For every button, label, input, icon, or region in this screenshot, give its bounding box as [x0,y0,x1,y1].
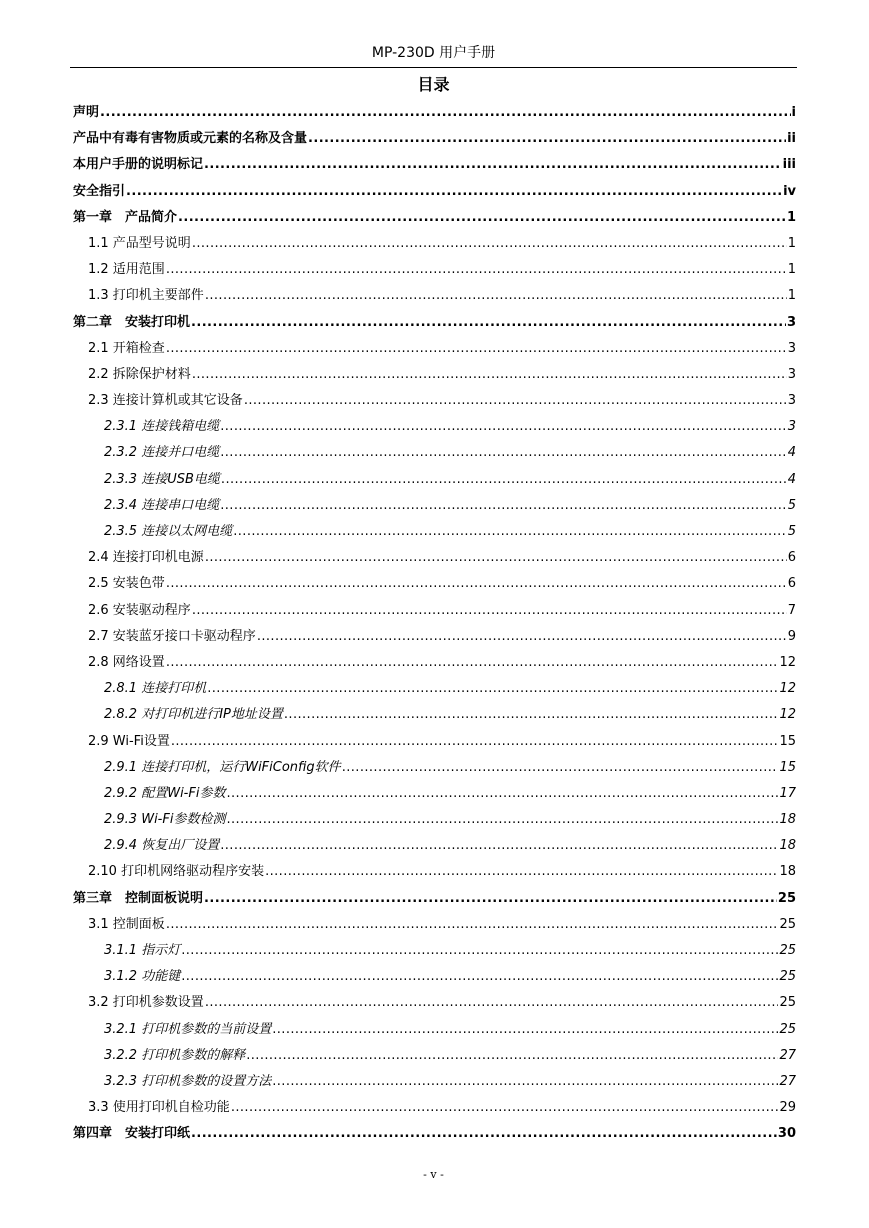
toc-entry[interactable] [73,781,796,807]
toc-entry-page: 3 [787,419,796,435]
dot-leader [192,231,787,257]
toc-entry-page: 5 [787,497,796,513]
toc-entry-label: 2.10 打印机网络驱动程序安装 [88,864,265,880]
toc-entry-label: 2.9.2 配置Wi-Fi参数 [104,785,226,801]
toc-entry-page: 5 [787,524,796,539]
dot-leader [171,729,779,755]
toc-entry-page: 25 [779,995,796,1011]
toc-entry-label: 3.2.1 打印机参数的当前设置 [104,1021,272,1037]
toc-entry-page: 25 [779,916,796,932]
toc-entry[interactable] [73,231,796,257]
toc-entry-label: 2.3.3 连接USB电缆 [104,471,220,487]
dot-leader [191,310,786,336]
toc-entry-page: 18 [779,812,796,828]
toc-entry-label: 2.6 安装驱动程序 [88,602,191,618]
toc-entry[interactable] [73,755,796,781]
toc-entry-page: 7 [787,602,796,618]
toc-entry[interactable] [73,859,796,885]
toc-entry[interactable] [73,283,796,309]
dot-leader [231,1095,779,1121]
toc-entry[interactable] [73,729,796,755]
toc-entry[interactable] [73,388,796,414]
dot-leader [226,781,778,807]
dot-leader [205,283,787,309]
dot-leader [166,571,787,597]
dot-leader [257,624,787,650]
toc-entry-page: 27 [779,1073,796,1089]
toc-entry-label: 第四章 安装打印纸 [73,1126,191,1142]
dot-leader [166,650,779,676]
toc-entry-label: 1.1 产品型号说明 [88,235,191,251]
dot-leader [342,755,779,781]
toc-entry-label: 2.9.3 Wi-Fi参数检测 [104,812,226,828]
toc-entry-page: 29 [779,1100,796,1116]
toc-entry[interactable] [73,493,796,519]
toc-entry-label: 2.3.2 连接并口电缆 [104,445,220,461]
toc-entry-label: 2.8 网络设置 [88,654,165,670]
toc-entry[interactable] [73,545,796,571]
toc-entry-label: 3.3 使用打印机自检功能 [88,1100,230,1116]
toc-entry-page: 30 [777,1126,796,1142]
toc-entry[interactable] [73,1069,796,1095]
toc-entry-page: 27 [779,1047,796,1063]
dot-leader [191,1121,777,1147]
toc-entry-page: 9 [787,628,796,644]
toc-entry-page: 3 [787,393,796,409]
dot-leader [166,336,787,362]
toc-entry-label: 2.3 连接计算机或其它设备 [88,393,243,409]
toc-entry-label: 3.2 打印机参数设置 [88,995,204,1011]
toc-entry[interactable] [73,1121,796,1147]
toc-entry-label: 2.5 安装色带 [88,576,165,592]
toc-entry[interactable] [73,100,796,126]
toc-entry-page: 1 [787,235,796,251]
toc-entry-page: 3 [787,340,796,356]
dot-leader [100,100,791,126]
toc-entry-page: iii [782,157,796,173]
dot-leader [192,362,787,388]
toc-entry-label: 2.8.1 连接打印机 [104,681,207,697]
toc-entry-page: 12 [779,654,796,670]
toc-entry[interactable] [73,310,796,336]
toc-entry-page: iv [783,183,796,199]
dot-leader [178,205,786,231]
toc-entry-label: 2.3.4 连接串口电缆 [104,497,220,513]
toc-entry-label: 1.3 打印机主要部件 [88,288,204,304]
dot-leader [244,388,787,414]
toc-entry-page: 4 [787,471,796,487]
toc-entry-page: 1 [786,209,796,225]
toc-entry-page: 6 [787,550,796,566]
toc-entry[interactable] [73,467,796,493]
dot-leader [272,1069,778,1095]
table-of-contents [73,100,796,1148]
toc-entry-page: 6 [787,576,796,592]
toc-entry[interactable] [73,1017,796,1043]
toc-entry-label: 安全指引 [73,183,126,199]
dot-leader [205,990,779,1016]
toc-entry-page: 18 [779,864,796,880]
toc-entry-label: 1.2 适用范围 [88,262,165,278]
toc-entry-label: 2.7 安装蓝牙接口卡驱动程序 [88,628,256,644]
dot-leader [308,126,786,152]
toc-entry-label: 产品中有毒有害物质或元素的名称及含量 [73,131,308,147]
dot-leader [221,467,787,493]
toc-entry-page: 1 [787,262,796,278]
dot-leader [284,702,779,728]
toc-entry-label: 第一章 产品简介 [73,209,178,225]
toc-entry-page: 25 [779,943,796,958]
toc-entry-label: 2.9 Wi-Fi设置 [88,733,170,749]
toc-entry-label: 3.2.2 打印机参数的解释 [104,1047,246,1063]
toc-entry[interactable] [73,702,796,728]
toc-entry[interactable] [73,912,796,938]
toc-entry-page: 15 [779,733,796,749]
toc-entry[interactable] [73,807,796,833]
page-number-footer: - v - [423,1168,444,1181]
toc-entry-page: 3 [787,366,796,382]
toc-entry[interactable] [73,519,796,545]
toc-entry-label: 3.2.3 打印机参数的设置方法 [104,1073,272,1089]
toc-entry[interactable] [73,257,796,283]
toc-entry-label: 2.3.1 连接钱箱电缆 [104,419,220,435]
toc-entry-page: i [791,105,796,120]
dot-leader [126,179,782,205]
toc-entry-page: ii [787,131,796,147]
toc-entry-page: 12 [779,707,796,723]
dot-leader [204,886,777,912]
toc-entry-page: 12 [779,681,796,697]
dot-leader [272,1017,778,1043]
toc-entry-page: 1 [787,288,796,304]
toc-entry-label: 2.3.5 连接以太网电缆 [104,524,233,539]
toc-entry[interactable] [73,676,796,702]
toc-entry[interactable] [73,938,796,964]
dot-leader [207,676,778,702]
toc-entry[interactable] [73,990,796,1016]
toc-entry-label: 3.1.2 功能键 [104,969,181,985]
toc-entry[interactable] [73,1095,796,1121]
dot-leader [220,493,787,519]
toc-entry-page: 17 [779,785,796,801]
toc-entry[interactable] [73,179,796,205]
dot-leader [220,414,787,440]
toc-entry[interactable] [73,336,796,362]
dot-leader [181,938,778,964]
toc-entry-label: 本用户手册的说明标记 [73,157,204,173]
dot-leader [220,440,787,466]
toc-entry-label: 2.2 拆除保护材料 [88,366,191,382]
toc-entry-label: 2.8.2 对打印机进行IP地址设置 [104,707,283,723]
dot-leader [265,859,778,885]
toc-entry[interactable] [73,152,796,178]
toc-entry-label: 第三章 控制面板说明 [73,890,204,906]
dot-leader [226,807,778,833]
dot-leader [166,912,779,938]
toc-entry-page: 18 [779,838,796,854]
toc-entry[interactable] [73,440,796,466]
toc-entry-page: 4 [787,445,796,461]
toc-entry[interactable] [73,1043,796,1069]
toc-entry[interactable] [73,624,796,650]
toc-entry-page: 25 [777,890,796,906]
dot-leader [205,545,787,571]
dot-leader [233,519,787,545]
toc-entry[interactable] [73,414,796,440]
toc-entry[interactable] [73,598,796,624]
toc-entry[interactable] [73,205,796,231]
dot-leader [181,964,778,990]
toc-entry-page: 3 [786,314,796,330]
toc-entry-page: 15 [779,759,796,775]
running-header: MP-230D 用户手册 [371,45,496,61]
toc-entry-label: 3.1 控制面板 [88,916,165,932]
toc-entry-label: 2.9.4 恢复出厂设置 [104,838,220,854]
toc-entry-label: 第二章 安装打印机 [73,314,191,330]
toc-entry-page: 25 [779,1021,796,1037]
dot-leader [166,257,787,283]
toc-entry[interactable] [73,964,796,990]
dot-leader [204,152,782,178]
dot-leader [192,598,787,624]
toc-entry[interactable] [73,886,796,912]
toc-entry-page: 25 [779,969,796,985]
dot-leader [246,1043,778,1069]
toc-entry[interactable] [73,362,796,388]
toc-entry-label: 3.1.1 指示灯 [104,943,181,958]
toc-entry-label: 2.9.1 连接打印机，运行WiFiConfig软件 [104,759,341,775]
toc-entry-label: 声明 [73,105,100,120]
toc-entry-label: 2.1 开箱检查 [88,340,165,356]
toc-entry[interactable] [73,833,796,859]
header-rule [70,67,797,68]
toc-entry[interactable] [73,650,796,676]
toc-entry[interactable] [73,571,796,597]
toc-title: 目录 [417,75,450,94]
toc-entry[interactable] [73,126,796,152]
toc-entry-label: 2.4 连接打印机电源 [88,550,204,566]
dot-leader [220,833,778,859]
